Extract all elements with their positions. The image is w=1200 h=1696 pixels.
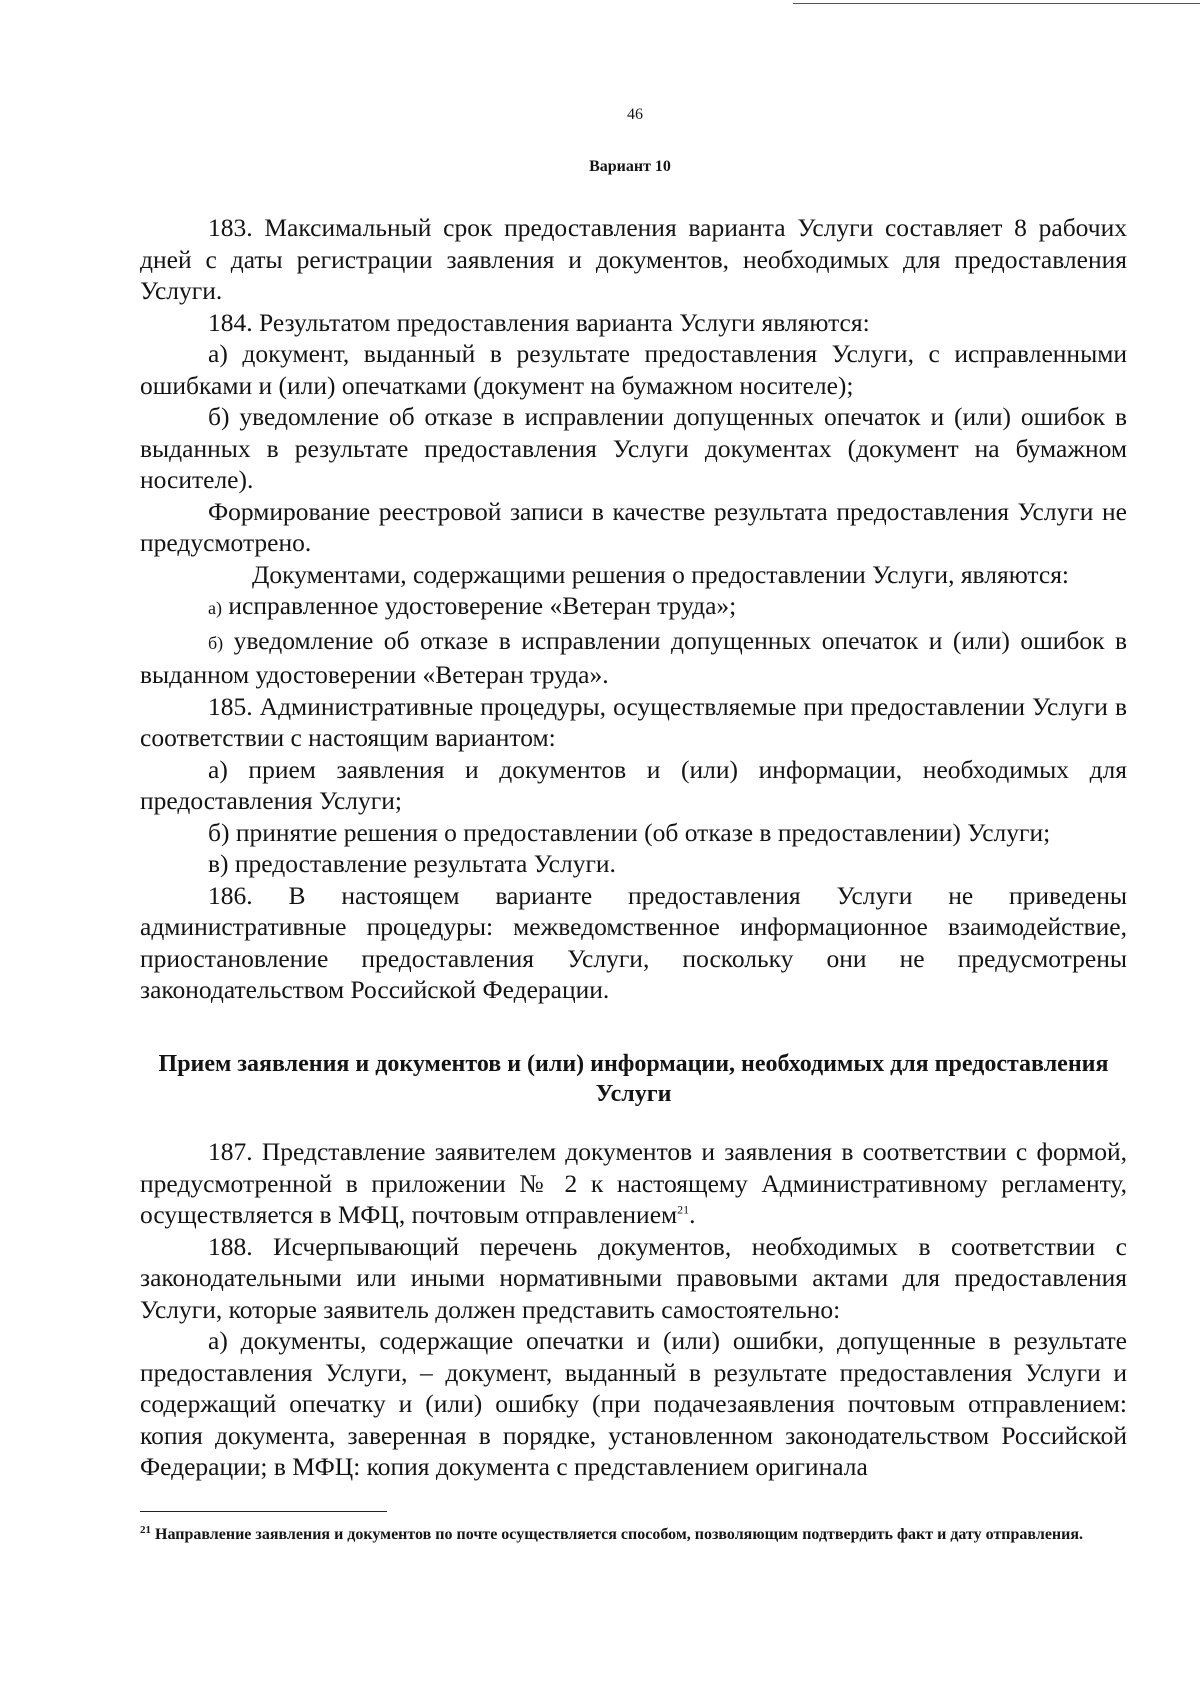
variant-title: Вариант 10 (589, 158, 671, 175)
paragraph-188: 188. Исчерпывающий перечень документов, необходимых в соответствии с законодательными или иными нормативными правовыми актами для предоставления Услуги, которые заявитель должен представить самостоятельно: (140, 1231, 1127, 1324)
footnote-reference: 21 (677, 1202, 690, 1217)
paragraph-187-end: . (689, 1200, 696, 1229)
section-heading: Прием заявления и документов и (или) информации, необходимых для предоставления Услуги (158, 1051, 1109, 1107)
paragraph-registry: Формирование реестровой записи в качестве результата предоставления Услуги не предусмотрено. (140, 496, 1127, 557)
paragraph-185-a: а) прием заявления и документов и (или) информации, необходимых для предоставления Услуги; (140, 754, 1127, 815)
section-reception-body (140, 1136, 1127, 1483)
decision-b-text: уведомление об отказе в исправлении допущенных опечаток и (или) ошибок в выданном удостоверении «Ветеран труда». (140, 625, 1128, 689)
paragraph-187 (140, 1136, 1127, 1231)
list-marker-b: б) (208, 632, 224, 653)
paragraph-184-a: а) документ, выданный в результате предоставления Услуги, с исправленными ошибками и (или) опечатками (документ на бумажном носителе); (140, 339, 1127, 400)
footnote-divider (140, 1511, 387, 1512)
paragraph-188-a: а) документы, содержащие опечатки и (или) ошибки, допущенные в результате предоставления Услуги, – документ, выданный в результате предоставления Услуги и содержащий опечатку и (или) ошибку (при подачезаявления почтовым отправлением: копия документа, заверенная в порядке, установленном законодательством Российской Федерации; в МФЦ: копия документа с представлением оригинала (140, 1326, 1127, 1481)
paragraph-186: 186. В настоящем варианте предоставления Услуги не приведены административные процедуры: межведомственное информационное взаимодействие, приостановление предоставления Услуги, поскольку они не предусмотрены законодательством Российской Федерации. (140, 880, 1127, 1004)
paragraph-185-b: б) принятие решения о предоставлении (об отказе в предоставлении) Услуги; (208, 817, 1051, 847)
paragraph-decision-a (140, 590, 1127, 625)
paragraph-decision-docs: Документами, содержащими решения о предоставлении Услуги, являются: (252, 559, 1070, 589)
footnote-number: 21 (140, 1523, 151, 1536)
list-marker-a: а) (208, 598, 222, 618)
section-variant-10-body (140, 212, 1127, 1006)
paragraph-185-c: в) предоставление результата Услуги. (208, 849, 616, 878)
paragraph-184-b: б) уведомление об отказе в исправлении допущенных опечаток и (или) ошибок в выданных в результате предоставления Услуги документах (документ на бумажном носителе). (140, 402, 1127, 494)
paragraph-183: 183. Максимальный срок предоставления варианта Услуги составляет 8 рабочих дней с даты регистрации заявления и документов, необходимых для предоставления Услуги. (140, 213, 1127, 305)
top-scan-line (793, 3, 1200, 4)
footnote (140, 1523, 1127, 1546)
page-number: 46 (627, 106, 643, 123)
decision-a-text: исправленное удостоверение «Ветеран труда»; (228, 591, 737, 620)
paragraph-187-text: 187. Представление заявителем документов и заявления в соответствии с формой, предусмотренной в приложении № 2 к настоящему Административному регламенту, осуществляется в МФЦ, почтовым отправлением (140, 1137, 1127, 1229)
paragraph-185: 185. Административные процедуры, осуществляемые при предоставлении Услуги в соответствии с настоящим вариантом: (140, 691, 1127, 752)
paragraph-184: 184. Результатом предоставления варианта Услуги являются: (208, 307, 870, 337)
paragraph-decision-b (140, 625, 1127, 691)
footnote-text: Направление заявления и документов по почте осуществляется способом, позволяющим подтвердить факт и дату отправления. (155, 1526, 1084, 1543)
